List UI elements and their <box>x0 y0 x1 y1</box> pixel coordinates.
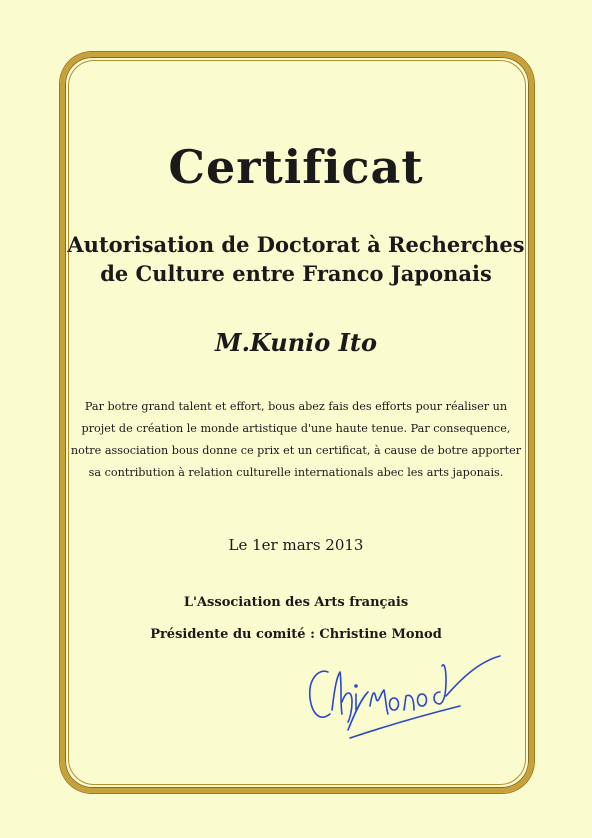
issue-date: Le 1er mars 2013 <box>228 536 364 554</box>
body-line: sa contribution à relation culturelle internationals abec les arts japonais. <box>88 466 504 479</box>
body-line: notre association bous donne ce prix et un certificat, à cause de botre apporter <box>70 444 522 457</box>
body-line: Par botre grand talent et effort, bous abez fais des efforts pour réaliser un <box>84 400 508 413</box>
body-line: projet de création le monde artistique d'une haute tenue. Par consequence, <box>81 422 511 435</box>
president-line: Présidente du comité : Christine Monod <box>150 627 442 642</box>
handwritten-signature <box>290 610 510 770</box>
subtitle-line-1: Autorisation de Doctorat à Recherches <box>67 232 525 257</box>
certificate-body <box>70 396 522 484</box>
association-name: L'Association des Arts français <box>183 595 409 610</box>
certificate-subtitle <box>0 230 592 288</box>
subtitle-line-2: de Culture entre Franco Japonais <box>100 261 492 286</box>
certificate-title: Certificat <box>168 140 424 194</box>
recipient-name: M.Kunio Ito <box>215 328 377 357</box>
